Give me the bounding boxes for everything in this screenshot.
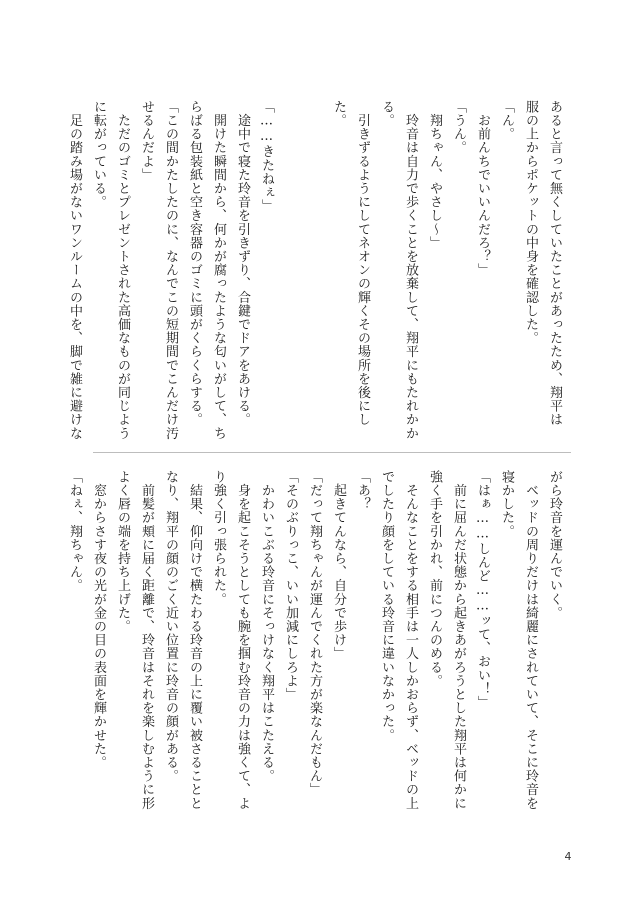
lower-text-block: がら玲音を運んでいく。 ベッドの周りだけは綺麗にされていて、そこに玲音を 寝かした。 「はぁ……しんど……ッて、おい！」 前に屈んだ状態から起きあがろうとした翔平は何かに 強く手を引かれ、前につんのめる。 そんなことをする相手は一人しかおらず、ベッドの上 でしたり顔をしている玲音に違いなかった。 「あ？ 起きてんなら、自分で歩け」 「だって翔ちゃんが運んでくれた方が楽なんだもん」 「そのぶりっこ、いい加減にしろよ」 かわいこぶる玲音にそっけなく翔平はこたえる。 身を起こそうとしても腕を掴む玲音の力は強くて、よ り強く引っ張られた。 結果、仰向けで横たわる玲音の上に覆い被さることと なり、翔平の顔のごく近い位置に玲音の顔がある。 前髪が頬に届く距離で、玲音はそれを楽しむように形 よく唇の端を持ち上げた。 窓からさす夜の光が金の目の表面を輝かせた。 「ねぇ、翔ちゃん。	[67, 470, 562, 810]
page-number: 4	[564, 850, 572, 863]
upper-text-block: あると言って無くしていたことがあったため、翔平は 服の上からポケットの中身を確認した。 「ん。 お前んちでいいんだろ？」 「うん。 翔ちゃん、やさし～」 玲音は自力で歩くことを放棄して、翔平にもたれかか る。 引きずるようにしてネオンの輝くその場所を後にし た。 「……きたねぇ」 途中で寝た玲音を引きずり、合鍵でドアをあける。 開けた瞬間から、何かが腐ったような匂いがして、ち らばる包装紙と空き容器のゴミに頭がくらくらする。 「この間かたしたのに、なんでこの短期間でこんだけ汚 せるんだよ」 ただのゴミとプレゼントされた高価なものが同じよう に転がっている。 足の踏み場がないワンルームの中を、脚で雑に避けな	[67, 100, 562, 440]
section-divider	[93, 452, 571, 453]
